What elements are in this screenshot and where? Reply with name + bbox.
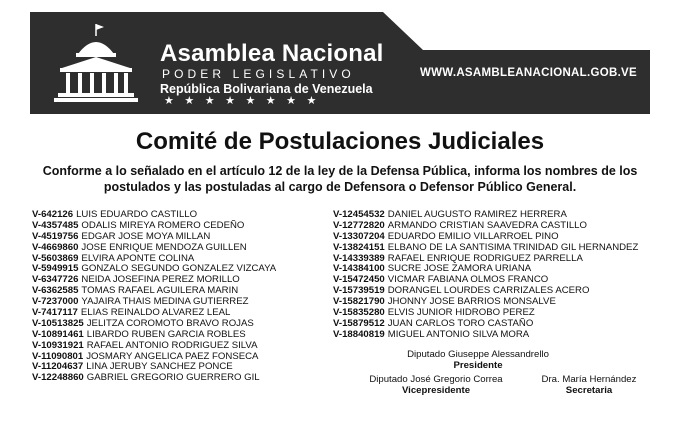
president-role: Presidente [453, 360, 503, 371]
nominee-id: V-11204637 [32, 361, 84, 373]
org-country: República Bolivariana de Venezuela [160, 82, 373, 96]
nominee-name: GABRIEL GREGORIO GUERRERO GIL [86, 372, 260, 384]
nominee-id: V-6347726 [32, 274, 79, 286]
nominee-id: V-7417117 [32, 307, 78, 319]
nominee-name: YAJAIRA THAIS MEDINA GUTIERREZ [81, 296, 249, 308]
nominee-name: ELVIS JUNIOR HIDROBO PEREZ [387, 307, 535, 319]
intro-paragraph: Conforme a lo señalado en el artículo 12 de la ley de la Defensa Pública, informa los nombres de los postulados y las postuladas al cargo de Defensora o Defensor Público General. [42, 164, 638, 194]
nominee-name: LIBARDO RUBEN GARCIA ROBLES [86, 328, 246, 340]
nominee-id: V-4669860 [32, 241, 79, 253]
secretary-role: Secretaria [565, 385, 613, 396]
nominee-id: V-12454532 [333, 209, 385, 220]
nominee-name: DORANGEL LOURDES CARRIZALES ACERO [387, 285, 590, 297]
signature-president [386, 349, 570, 371]
nominee-name: RAFAEL ANTONIO RODRIGUEZ SILVA [86, 339, 258, 351]
banner-notch-fill [423, 12, 650, 50]
nominee-name: EDUARDO EMILIO VILLARROEL PINO [387, 230, 559, 242]
capitol-building-icon [48, 20, 144, 106]
nominee-id: V-7237000 [32, 296, 79, 308]
org-name: Asamblea Nacional [160, 40, 384, 67]
nominee-id: V-15835280 [333, 307, 385, 319]
nominee-name: ARMANDO CRISTIAN SAAVEDRA CASTILLO [387, 219, 587, 231]
nominee-id: V-12772820 [333, 219, 385, 231]
website-link[interactable]: WWW.ASAMBLEANACIONAL.GOB.VE [420, 67, 638, 79]
nominee-name: ELVIRA APONTE COLINA [81, 252, 195, 264]
nominee-name: ELBANO DE LA SANTISIMA TRINIDAD GIL HERNANDEZ [387, 241, 639, 253]
nominees-list-right [333, 210, 638, 341]
nominee-name: LINA JERUBY SANCHEZ PONCE [86, 361, 233, 373]
nominee-name: JOSE ENRIQUE MENDOZA GUILLEN [81, 241, 247, 253]
vicepresident-name: Diputado José Gregorio Correa [369, 374, 503, 385]
nominee-name: VICMAR FABIANA OLMOS FRANCO [387, 274, 549, 286]
signature-secretary [530, 374, 648, 396]
nominee-id: V-642126 [32, 209, 74, 220]
nominee-name: JHONNY JOSE BARRIOS MONSALVE [387, 296, 556, 308]
nominee-item [333, 330, 638, 341]
nominee-id: V-4357485 [32, 219, 79, 231]
nominee-name: DANIEL AUGUSTO RAMIREZ HERRERA [387, 209, 567, 220]
nominee-id: V-15739519 [333, 285, 385, 297]
nominee-name: LUIS EDUARDO CASTILLO [76, 209, 198, 220]
nominee-name: GONZALO SEGUNDO GONZALEZ VIZCAYA [81, 263, 277, 275]
nominee-name: SUCRE JOSE ZAMORA URIANA [387, 263, 532, 275]
nominee-id: V-10513825 [32, 317, 84, 329]
nominee-id: V-11090801 [32, 350, 84, 362]
nominee-name: JUAN CARLOS TORO CASTAÑO [387, 317, 534, 329]
banner-notch [383, 12, 423, 50]
nominee-id: V-5949915 [32, 263, 79, 275]
nominee-item [32, 373, 276, 384]
secretary-name: Dra. María Hernández [541, 374, 637, 385]
nominee-id: V-13307204 [333, 230, 385, 242]
vicepresident-role: Vicepresidente [401, 385, 471, 396]
nominee-name: JOSMARY ANGELICA PAEZ FONSECA [86, 350, 259, 362]
stars-row: ★★★★★★★★ [164, 95, 327, 107]
president-name: Diputado Giuseppe Alessandrello [407, 349, 549, 360]
nominee-id: V-14339389 [333, 252, 385, 264]
nominee-name: EDGAR JOSE MOYA MILLAN [81, 230, 211, 242]
nominees-list-left [32, 210, 276, 384]
page-title: Comité de Postulaciones Judiciales [135, 128, 545, 155]
org-subtitle: PODER LEGISLATIVO [162, 67, 355, 81]
nominee-id: V-6362585 [32, 285, 79, 297]
nominee-id: V-4519756 [32, 230, 79, 242]
nominee-id: V-18840819 [333, 328, 385, 340]
nominee-id: V-15472450 [333, 274, 385, 286]
signature-vicepresident [336, 374, 536, 396]
nominee-id: V-12248860 [32, 372, 84, 384]
nominee-id: V-10931921 [32, 339, 84, 351]
nominee-name: TOMAS RAFAEL AGUILERA MARIN [81, 285, 239, 297]
nominee-name: ELIAS REINALDO ALVAREZ LEAL [80, 307, 231, 319]
nominee-id: V-15879512 [333, 317, 385, 329]
nominee-name: RAFAEL ENRIQUE RODRIGUEZ PARRELLA [387, 252, 583, 264]
nominee-id: V-13824151 [333, 241, 385, 253]
nominee-id: V-14384100 [333, 263, 385, 275]
nominee-name: JELITZA COROMOTO BRAVO ROJAS [86, 317, 254, 329]
nominee-id: V-10891461 [32, 328, 84, 340]
nominee-name: MIGUEL ANTONIO SILVA MORA [387, 328, 530, 340]
nominee-name: ODALIS MIREYA ROMERO CEDEÑO [81, 219, 245, 231]
nominee-name: NEIDA JOSEFINA PEREZ MORILLO [81, 274, 240, 286]
nominee-id: V-15821790 [333, 296, 385, 308]
nominee-id: V-5603869 [32, 252, 79, 264]
